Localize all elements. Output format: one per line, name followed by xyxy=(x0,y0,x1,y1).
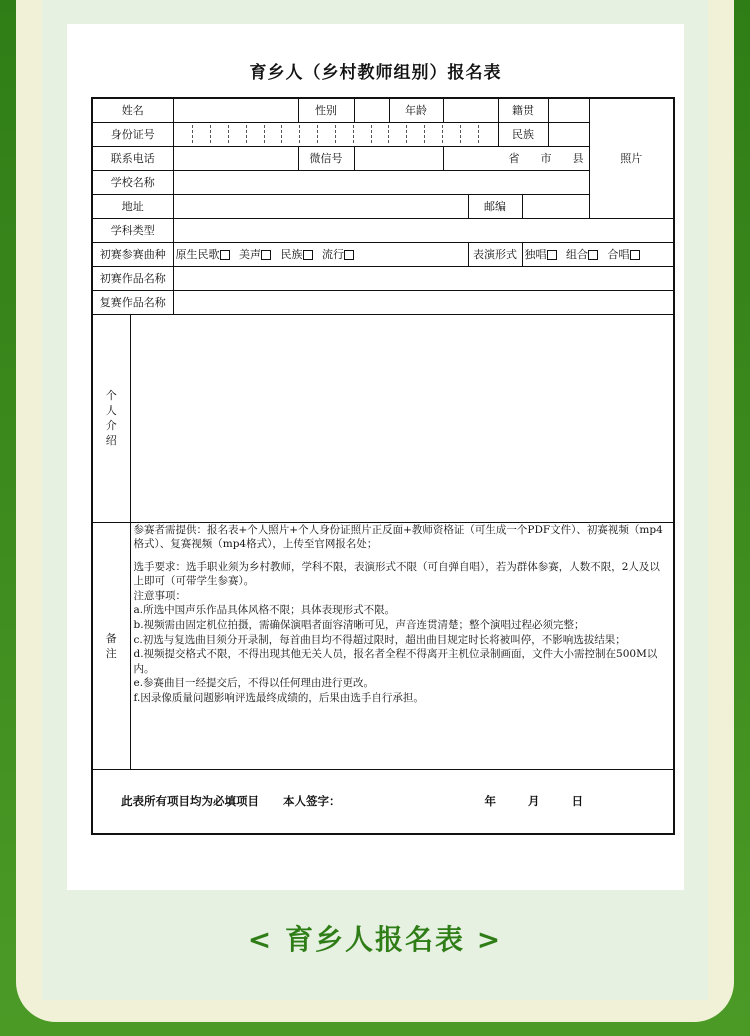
gender-field[interactable] xyxy=(354,98,389,122)
gender-label: 性别 xyxy=(298,98,354,122)
wechat-label: 微信号 xyxy=(298,146,354,170)
form-title: 育乡人（乡村教师组别）报名表 xyxy=(249,63,502,83)
prelim-work-label: 初赛作品名称 xyxy=(92,266,173,290)
subject-field[interactable] xyxy=(173,218,674,242)
signature-label: 本人签字： xyxy=(283,794,341,809)
name-label: 姓名 xyxy=(92,98,173,122)
checkbox-icon xyxy=(303,250,313,260)
month-label: 月 xyxy=(528,794,540,809)
region-field[interactable] xyxy=(443,146,589,170)
intro-field[interactable] xyxy=(130,314,674,522)
address-label: 地址 xyxy=(92,194,173,218)
required-note: 此表所有项目均为必填项目 xyxy=(121,794,259,809)
note-line: 参赛者需提供：报名表+个人照片+个人身份证照片正反面+教师资格证（可生成一个PDF文件）、初赛视频（mp4格式）、复赛视频（mp4格式），上传至官网报名处； xyxy=(133,523,663,551)
note-line: 选手要求：选手职业须为乡村教师，学科不限，表演形式不限（可自弹自唱），若为群体参赛，人数不限，2人及以上即可（可带学生参赛）。 xyxy=(133,560,660,588)
photo-box[interactable] xyxy=(589,98,674,218)
prelim-work-field[interactable] xyxy=(173,266,674,290)
checkbox-icon xyxy=(547,250,557,260)
genre-option-ethnic[interactable]: 民族 xyxy=(281,248,319,261)
ethnicity-field[interactable] xyxy=(548,122,589,146)
note-line: 注意事项： xyxy=(133,589,186,602)
checkbox-icon xyxy=(344,250,354,260)
checkbox-icon xyxy=(630,250,640,260)
photo-label: 照片 xyxy=(620,152,643,166)
id-number-field[interactable] xyxy=(173,122,498,146)
genre-option-folk[interactable]: 原生民歌 xyxy=(176,248,236,261)
day-label: 日 xyxy=(571,794,584,809)
genre-option-bel-canto[interactable]: 美声 xyxy=(239,248,277,261)
bottom-caption: < 育乡人报名表 > xyxy=(247,923,503,956)
native-place-field[interactable] xyxy=(548,98,589,122)
remark-label: 备 注 xyxy=(92,522,130,769)
native-place-label: 籍贯 xyxy=(498,98,548,122)
note-line: d.视频提交格式不限，不得出现其他无关人员，报名者全程不得离开主机位录制画面，文件大小需控制在500M以内。 xyxy=(133,648,658,675)
form-options xyxy=(522,242,674,266)
age-field[interactable] xyxy=(443,98,498,122)
province-label: 省 xyxy=(508,152,520,165)
ethnicity-label: 民族 xyxy=(498,122,548,146)
rematch-work-field[interactable] xyxy=(173,290,674,314)
age-label: 年龄 xyxy=(389,98,443,122)
form-option-group[interactable]: 组合 xyxy=(566,248,604,261)
checkbox-icon xyxy=(261,250,271,260)
notes-block xyxy=(130,522,674,769)
registration-form-table xyxy=(91,97,675,835)
id-number-label: 身份证号 xyxy=(92,122,173,146)
form-option-solo[interactable]: 独唱 xyxy=(525,248,563,261)
footer-row xyxy=(92,769,674,834)
phone-label: 联系电话 xyxy=(92,146,173,170)
prelim-genre-label: 初赛参赛曲种 xyxy=(92,242,173,266)
form-option-chorus[interactable]: 合唱 xyxy=(608,248,640,261)
wechat-field[interactable] xyxy=(354,146,443,170)
note-spacer xyxy=(134,552,671,560)
checkbox-icon xyxy=(588,250,598,260)
subject-label: 学科类型 xyxy=(92,218,173,242)
name-field[interactable] xyxy=(173,98,298,122)
address-field[interactable] xyxy=(173,194,468,218)
city-label: 市 xyxy=(540,152,552,165)
year-label: 年 xyxy=(484,794,497,809)
postcode-field[interactable] xyxy=(522,194,589,218)
phone-field[interactable] xyxy=(173,146,298,170)
genre-options xyxy=(173,242,468,266)
school-field[interactable] xyxy=(173,170,589,194)
postcode-label: 邮编 xyxy=(468,194,522,218)
note-line: c.初选与复选曲目须分开录制，每首曲目均不得超过限时，超出曲目规定时长将被叫停，不影响选拔结果； xyxy=(133,633,626,646)
performance-form-label: 表演形式 xyxy=(468,242,522,266)
county-label: 县 xyxy=(572,152,584,165)
note-line: f.因录像质量问题影响评选最终成绩的，后果由选手自行承担。 xyxy=(133,692,424,705)
note-line: b.视频需由固定机位拍摄，需确保演唱者面容清晰可见，声音连贯清楚；整个演唱过程必须完整； xyxy=(133,619,585,632)
intro-label: 个 人 介 绍 xyxy=(92,314,130,522)
school-label: 学校名称 xyxy=(92,170,173,194)
checkbox-icon xyxy=(220,250,230,260)
genre-option-pop[interactable]: 流行 xyxy=(322,248,360,261)
note-line: a.所选中国声乐作品具体风格不限；具体表现形式不限。 xyxy=(133,604,396,617)
rematch-work-label: 复赛作品名称 xyxy=(92,290,173,314)
note-line: e.参赛曲目一经提交后，不得以任何理由进行更改。 xyxy=(133,677,375,690)
